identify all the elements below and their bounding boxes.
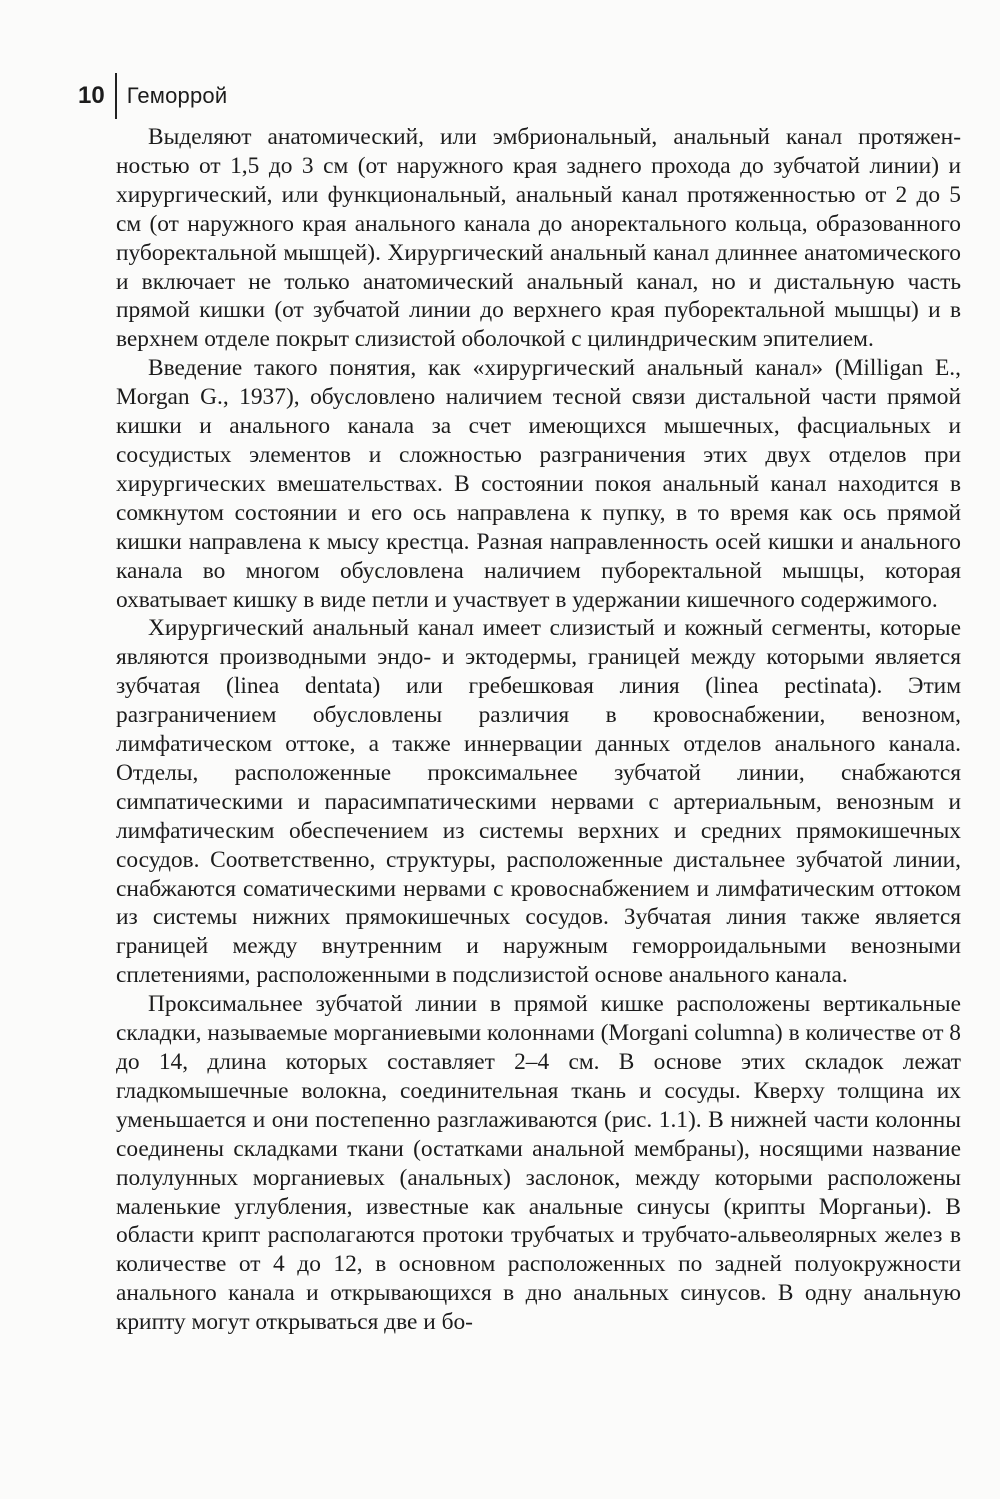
paragraph: Проксимальнее зубчатой линии в прямой кишке расположены вертикальные складки, называемые морганиевыми колоннами (Morgani columna) в количестве от 8 до 14, длина которых составляет 2–4 см. В основе этих складок лежат гладкомышечные волокна, соединительная ткань и сосуды. Кверху толщина их уменьшается и они постепенно разглаживаются (рис. 1.1). В нижней части колонны соединены складками ткани (остатками анальной мембраны), носящими название полулунных морганиевых (анальных) заслонок, между которыми расположены маленькие углубления, известные как анальные синусы (крипты Морганьи). В области крипт располагаются протоки трубчатых и трубчато-альвеолярных желез в количестве от 4 до 12, в основном расположенных по задней полуокружности анального канала и открывающихся в дно анальных синусов. В одну анальную крипту могут открываться две и бо- xyxy=(116,991,961,1336)
paragraph: Выделяют анатомический, или эмбриональный, анальный канал протяженностью от 1,5 до 3 см (от наружного края заднего прохода до зубчатой линии) и хирургический, или функциональный, анальный канал протяженностью от 2 до 5 см (от наружного края анального канала до аноректального кольца, образованного пуборектальной мышцей). Хирургический анальный канал длиннее анатомического и включает не только анатомический анальный канал, но и дистальную часть прямой кишки (от зубчатой линии до верхнего края пуборектальной мышцы) и в верхнем отделе покрыт слизистой оболочкой с цилиндрическим эпителием. xyxy=(116,124,961,353)
paragraph: Хирургический анальный канал имеет слизистый и кожный сегменты, которые являются производными эндо- и эктодермы, границей между которыми является зубчатая (linea dentata) или гребешковая линия (linea pectinata). Этим разграничением обусловлены различия в кровоснабжении, венозном, лимфатическом оттоке, а также иннервации данных отделов анального канала. Отделы, расположенные проксимальнее зубчатой линии, снабжаются симпатическими и парасимпатическими нервами с артериальным, венозным и лимфатическим обеспечением из системы верхних и средних прямокишечных сосудов. Соответственно, структуры, расположенные дистальнее зубчатой линии, снабжаются соматическими нервами с кровоснабжением и лимфатическим оттоком из системы нижних прямокишечных сосудов. Зубчатая линия также является границей между внутренним и наружным геморроидальными венозными сплетениями, расположенными в подслизистой основе анального канала. xyxy=(116,615,961,989)
running-header xyxy=(78,72,227,120)
page-number: 10 xyxy=(78,82,105,109)
paragraph: Введение такого понятия, как «хирургический анальный канал» (Milligan E., Morgan G., 1937), обусловлено наличием тесной связи дистальной части прямой кишки и анального канала за счет имеющихся мышечных, фасциальных и сосудистых элементов и сложностью разграничения этих двух отделов при хирургических вмешательствах. В состоянии покоя анальный канал находится в сомкнутом состоянии и его ось направлена к пупку, в то время как ось прямой кишки направлена к мысу крестца. Разная направленность осей кишки и анального канала во многом обусловлена наличием пуборектальной мышцы, которая охватывает кишку в виде петли и участвует в удержании кишечного содержимого. xyxy=(116,355,961,613)
page-body xyxy=(116,123,961,1337)
running-title: Геморрой xyxy=(126,83,228,108)
